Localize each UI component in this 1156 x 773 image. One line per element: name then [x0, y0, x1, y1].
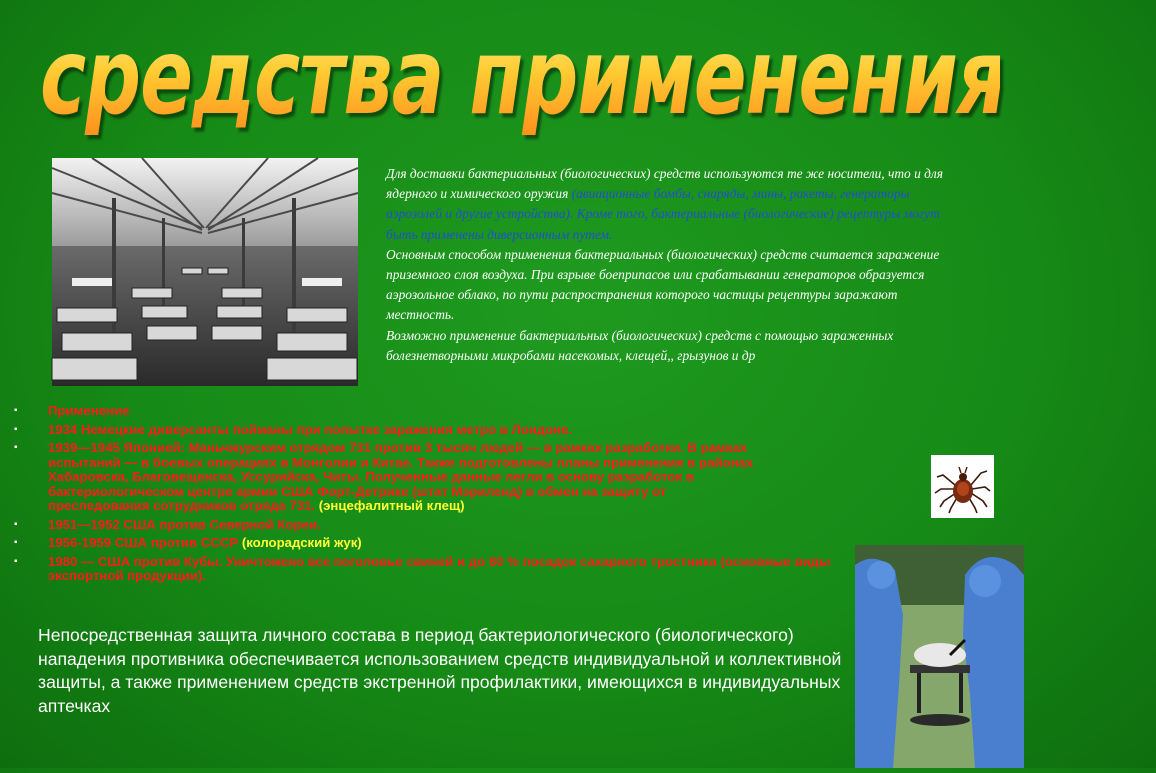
list-item	[14, 441, 894, 514]
intro-paragraph-3: Возможно применение бактериальных (биологических) средств с помощью зараженных болезнетворными микробами насекомых, клещей,, грызунов и др	[386, 327, 894, 363]
bullet-marker-icon: ▪	[14, 442, 18, 453]
hospital-ward-photo	[52, 158, 358, 386]
intro-paragraph-2: Основным способом применения бактериальных (биологических) средств считается заражение приземного слоя воздуха. При взрыве боеприпасов или срабатывании генераторов образуется аэрозольное облако, по пути распространения которого частицы рецептуры заражают местность.	[386, 246, 940, 323]
list-item-note: (колорадский жук)	[241, 535, 362, 550]
bullet-marker-icon: ▪	[14, 537, 18, 548]
list-item	[14, 518, 894, 533]
bottom-paragraph: Непосредственная защита личного состава в период бактериологического (биологического) нападения противника обеспечивается использованием средств индивидуальной и коллективной защиты, а также применением средств экстренной профилактики, имеющихся в индивидуальных аптечках	[38, 625, 842, 716]
list-item	[14, 423, 894, 438]
bullet-marker-icon: ▪	[14, 405, 18, 416]
list-item	[14, 555, 894, 584]
list-item-text: Применение	[48, 403, 130, 418]
protective-suits-photo	[855, 545, 1024, 768]
intro-paragraph-1-highlight: (авиационные бомбы, снаряды, мины, ракеты, генераторы аэрозолей и другие устройства). Кроме того, бактериальные (биологические) рецептуры могут быть применены диверсионным путем.	[386, 186, 940, 242]
slide-title: средства применения БО	[40, 0, 1000, 159]
list-item-note: (энцефалитный клещ)	[318, 498, 465, 513]
bullet-marker-icon: ▪	[14, 555, 18, 567]
tick-icon	[931, 455, 994, 518]
list-item-text: 1956-1959 США против СССР	[48, 535, 242, 550]
intro-paragraph-1: Для доставки бактериальных (биологических) средств используются те же носители, что и для ядерного и химического оружия	[386, 166, 943, 202]
bullet-marker-icon: ▪	[14, 423, 18, 435]
list-item-text: 1980 — США против Кубы. Уничтожено все поголовье свиней и до 80 % посадок сахарного тростника (основные виды экспортной продукции).	[48, 553, 831, 583]
usage-history-list	[14, 404, 894, 588]
bullet-marker-icon: ▪	[14, 518, 18, 530]
list-item-text: 1934 Немецкие диверсанты пойманы при попытке заражения метро в Лондоне.	[48, 421, 573, 437]
list-item-text: 1951—1952 США против Северной Кореи.	[48, 516, 321, 532]
list-item-text: 1939—1945 Японией: Маньчжурским отрядом 731 против 3 тысяч людей — в рамках разработки. В рамках испытаний — в боевых операциях в Монголии и Китае. Также подготовлены планы применения в районах Хабаровска, Благовещенска, Уссурийска, Читы. Полученные данные легли в основу разработок в бактериологическом центре армии США Форт-Детрике (штат Мэриленд) в обмен на защиту от преследования сотрудников отряда 731.	[48, 440, 754, 513]
list-item	[14, 404, 894, 419]
list-item	[14, 536, 894, 551]
intro-text-block	[386, 164, 956, 366]
